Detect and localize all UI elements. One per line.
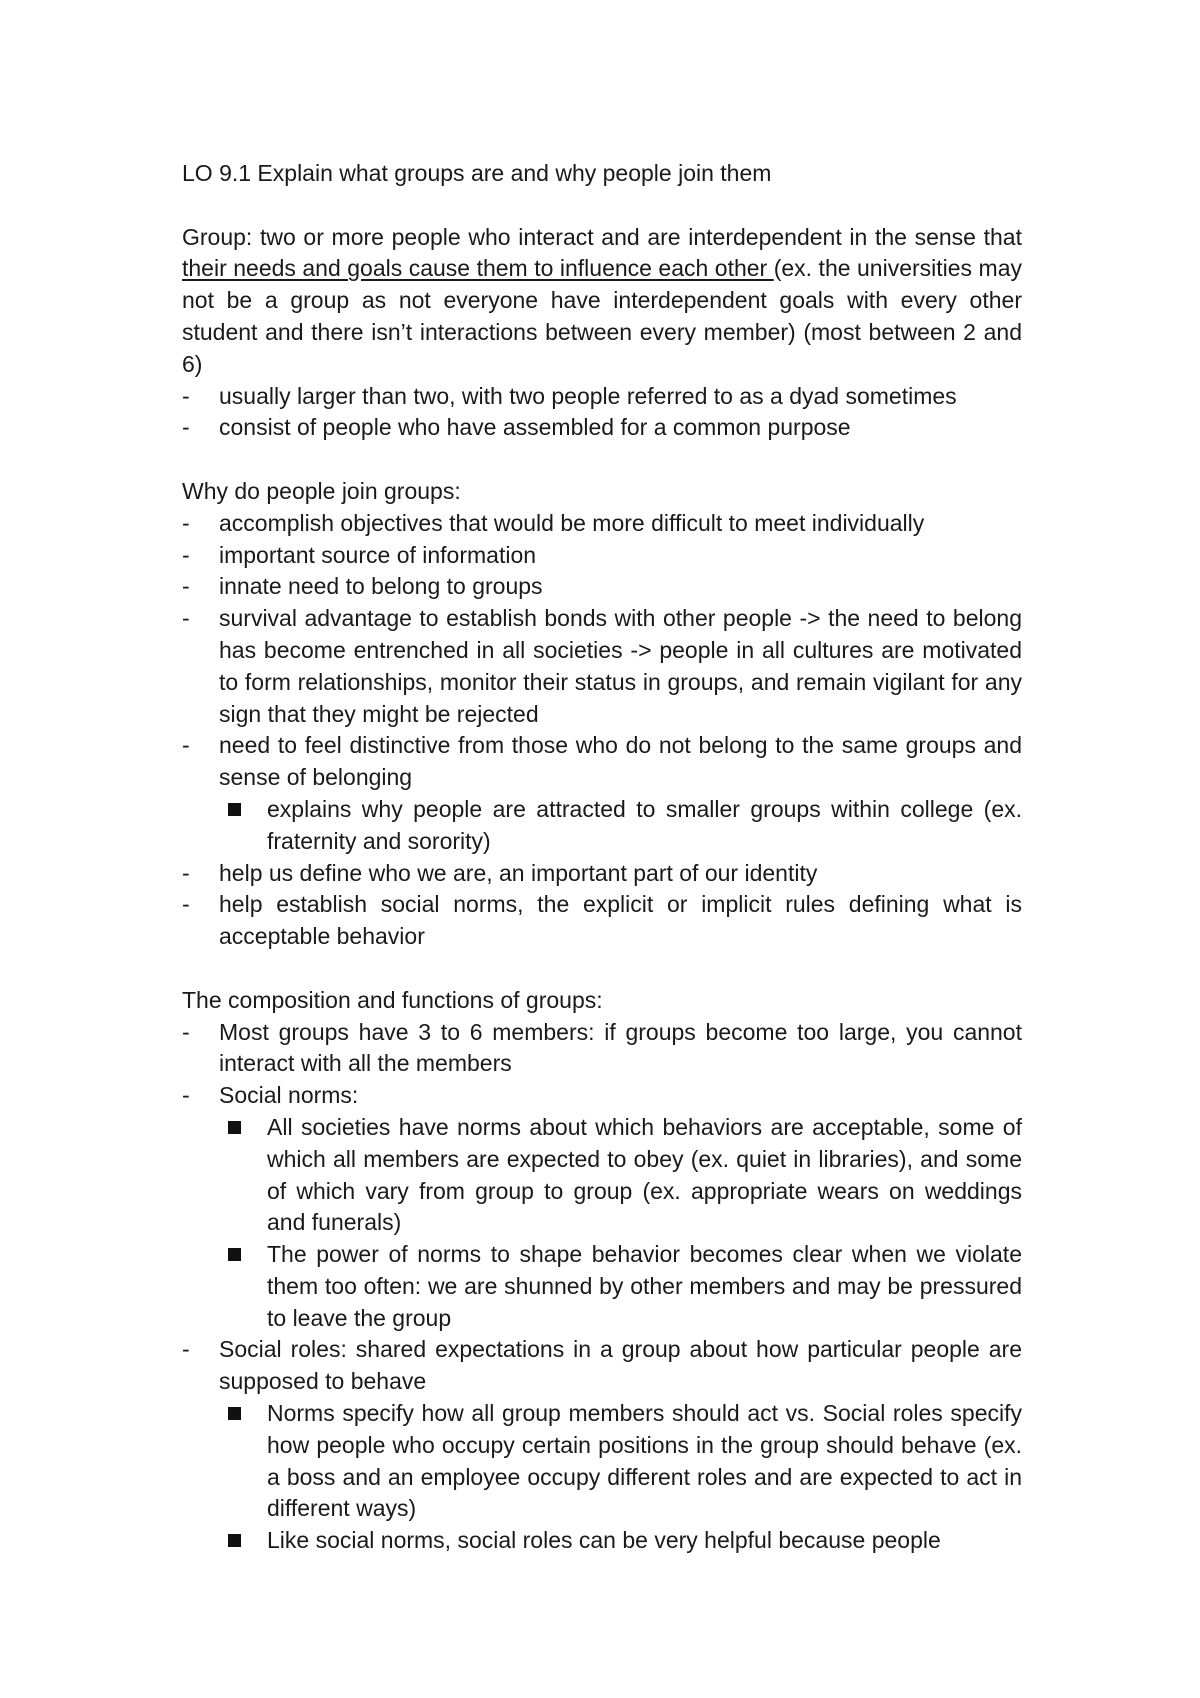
square-bullet-icon [228,1121,241,1134]
list-item [182,571,1022,603]
list-item-text: accomplish objectives that would be more difficult to meet individually [219,509,925,536]
list-item-text: Most groups have 3 to 6 members: if groups become too large, you cannot interact with all the members [219,1018,1022,1077]
sub-list-item [182,794,1022,858]
list-item-text: innate need to belong to groups [219,573,543,600]
square-bullet-icon [228,1407,241,1420]
sub-list-item-text: All societies have norms about which behaviors are acceptable, some of which all members are expected to obey (ex. quiet in libraries), and some of which vary from group to group (ex. appropriate wears on weddings and funerals) [267,1113,1022,1236]
list-item [182,540,1022,572]
list-item [182,1334,1022,1398]
definition-text: Group: two or more people who interact and are interdependent in the sense that [182,223,1022,250]
list-item [182,730,1022,794]
section-title: The composition and functions of groups: [182,986,603,1013]
dash-bullet: - [182,891,190,918]
dash-bullet: - [182,573,190,600]
dash-bullet: - [182,1018,190,1045]
dash-bullet: - [182,1082,190,1109]
dash-bullet: - [182,382,190,409]
list-item-text: consist of people who have assembled for a common purpose [219,414,851,441]
list-item [182,508,1022,540]
list-item [182,1080,1022,1112]
document-page [182,158,1022,1557]
list-item [182,603,1022,730]
sub-list-item-text: Norms specify how all group members should act vs. Social roles specify how people who occupy certain positions in the group should behave (ex. a boss and an employee occupy different roles and are expected to act in different ways) [267,1400,1022,1522]
list-item-text: help establish social norms, the explicit or implicit rules defining what is acceptable behavior [219,891,1022,950]
heading: LO 9.1 Explain what groups are and why people join them [182,160,772,186]
list-item-text: Social norms: [219,1082,359,1109]
list-item-text: help us define who we are, an important part of our identity [219,859,818,886]
group-definition [182,222,1022,381]
dash-bullet: - [182,1336,190,1363]
square-bullet-icon [228,1534,241,1547]
square-bullet-icon [228,803,241,816]
sub-list-item-text: The power of norms to shape behavior becomes clear when we violate them too often: we are shunned by other members and may be pressured to leave the group [267,1241,1022,1331]
list-item [182,412,1022,444]
list-item [182,1017,1022,1081]
list-item [182,889,1022,953]
sub-list-item [182,1525,1022,1557]
dash-bullet: - [182,414,190,441]
spacer [182,190,1022,222]
definition-underlined: their needs and goals cause them to influence each other [182,255,774,282]
list-item-text: need to feel distinctive from those who do not belong to the same groups and sense of belonging [219,732,1022,791]
list-item-text: survival advantage to establish bonds with other people -> the need to belong has become entrenched in all societies -> people in all cultures are motivated to form relationships, monitor their status in groups, and remain vigilant for any sign that they might be rejected [219,605,1022,727]
list-item [182,381,1022,413]
dash-bullet: - [182,732,190,759]
dash-bullet: - [182,541,190,568]
dash-bullet: - [182,859,190,886]
list-item [182,858,1022,890]
section-title: Why do people join groups: [182,477,461,504]
spacer [182,953,1022,985]
sub-list-item-text: explains why people are attracted to smaller groups within college (ex. fraternity and sorority) [267,795,1022,854]
sub-list-item [182,1112,1022,1239]
sub-list-item [182,1398,1022,1525]
dash-bullet: - [182,605,190,632]
definition-example: (ex. the universities may not be a group as not everyone have interdependent goals with every other student and there isn’t interactions between every member) (most between 2 and 6) [182,255,1022,377]
sub-list-item-text: Like social norms, social roles can be very helpful because people [267,1527,941,1554]
spacer [182,444,1022,476]
sub-list-item [182,1239,1022,1334]
list-item-text: usually larger than two, with two people referred to as a dyad sometimes [219,382,957,409]
square-bullet-icon [228,1248,241,1261]
dash-bullet: - [182,509,190,536]
list-item-text: important source of information [219,541,537,568]
list-item-text: Social roles: shared expectations in a group about how particular people are supposed to behave [219,1336,1022,1395]
